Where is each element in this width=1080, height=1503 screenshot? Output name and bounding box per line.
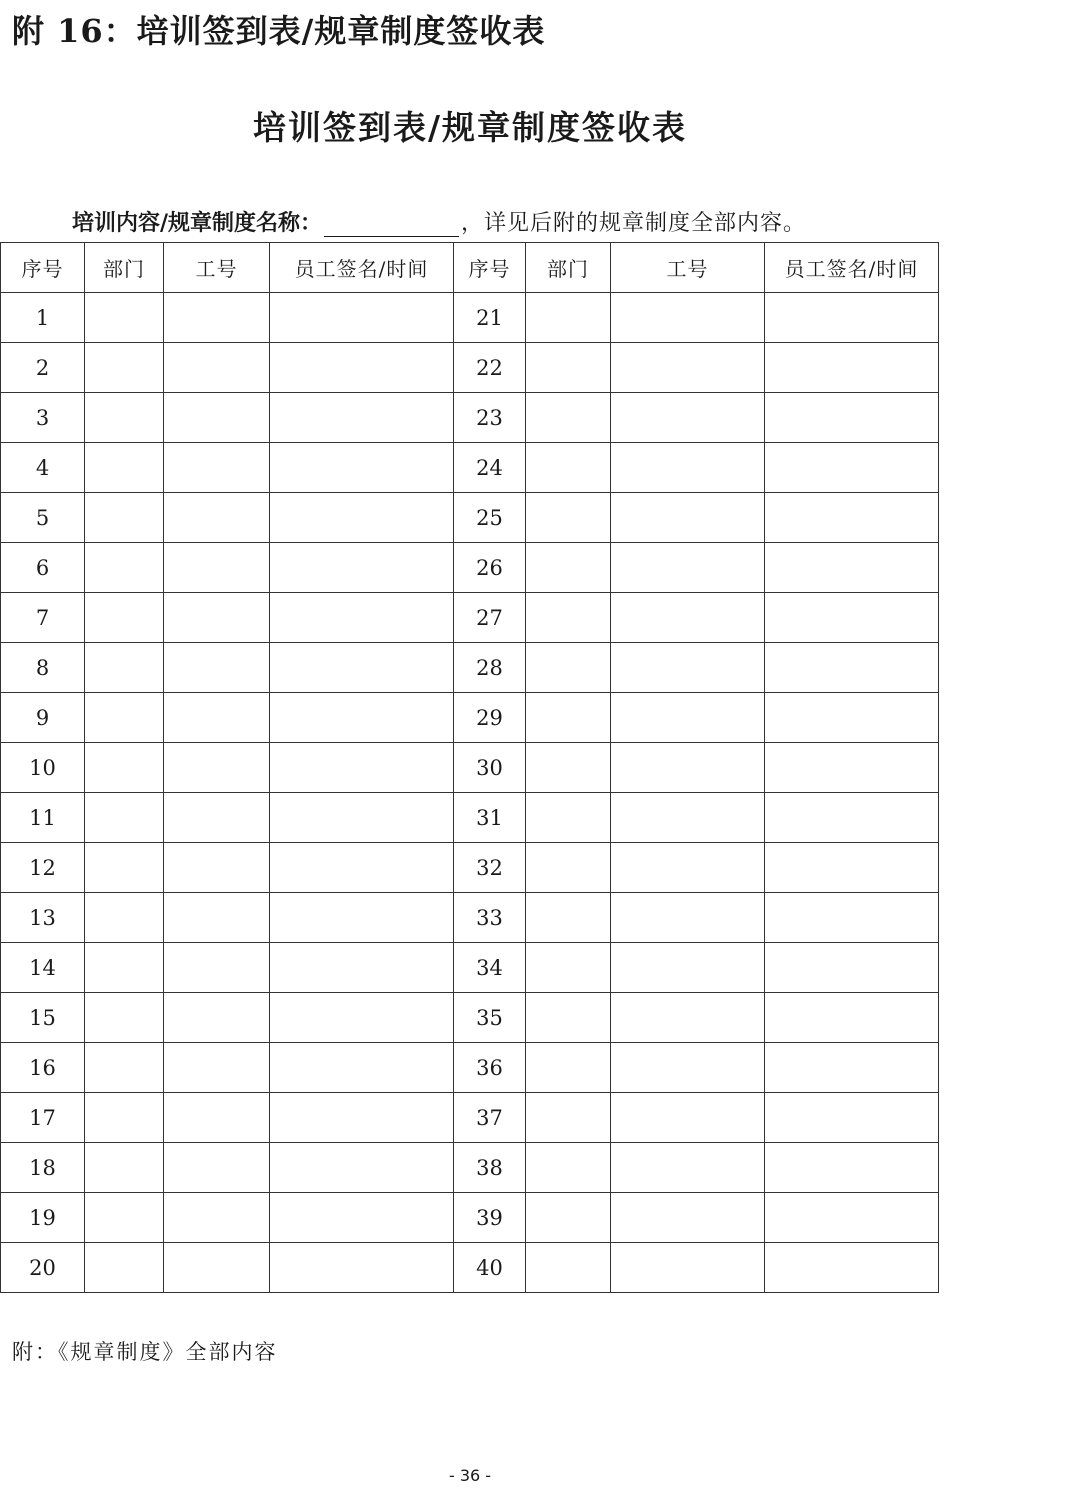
dept-cell-left[interactable] (85, 643, 164, 693)
table-row (1, 893, 939, 943)
seq-cell-right: 36 (454, 1043, 526, 1093)
id-cell-right[interactable] (611, 543, 765, 593)
sign-in-table (0, 242, 939, 1293)
dept-cell-right[interactable] (526, 1093, 611, 1143)
dept-cell-left[interactable] (85, 393, 164, 443)
seq-cell-right: 27 (454, 593, 526, 643)
id-cell-left[interactable] (164, 893, 270, 943)
dept-cell-left[interactable] (85, 1243, 164, 1293)
seq-cell-left: 6 (1, 543, 85, 593)
dept-cell-left[interactable] (85, 743, 164, 793)
signature-cell-left[interactable] (270, 293, 454, 343)
signature-cell-right[interactable] (765, 643, 939, 693)
id-cell-left[interactable] (164, 1093, 270, 1143)
id-cell-right[interactable] (611, 993, 765, 1043)
dept-cell-right[interactable] (526, 443, 611, 493)
id-cell-right[interactable] (611, 893, 765, 943)
id-cell-left[interactable] (164, 543, 270, 593)
table-row (1, 293, 939, 343)
table-body (1, 293, 939, 1293)
table-row (1, 1043, 939, 1093)
seq-cell-left: 4 (1, 443, 85, 493)
dept-cell-left[interactable] (85, 1143, 164, 1193)
seq-cell-right: 32 (454, 843, 526, 893)
id-cell-left[interactable] (164, 943, 270, 993)
dept-cell-left[interactable] (85, 293, 164, 343)
seq-cell-right: 40 (454, 1243, 526, 1293)
table-row (1, 843, 939, 893)
id-cell-left[interactable] (164, 343, 270, 393)
id-cell-left[interactable] (164, 1143, 270, 1193)
table-row (1, 593, 939, 643)
signature-cell-right[interactable] (765, 1043, 939, 1093)
id-cell-left[interactable] (164, 643, 270, 693)
signature-cell-left[interactable] (270, 543, 454, 593)
table-row (1, 693, 939, 743)
seq-cell-left: 17 (1, 1093, 85, 1143)
dept-cell-left[interactable] (85, 793, 164, 843)
signature-cell-right[interactable] (765, 693, 939, 743)
signature-cell-right[interactable] (765, 893, 939, 943)
seq-cell-right: 30 (454, 743, 526, 793)
id-cell-right[interactable] (611, 643, 765, 693)
seq-cell-right: 29 (454, 693, 526, 743)
dept-cell-left[interactable] (85, 1093, 164, 1143)
seq-cell-right: 28 (454, 643, 526, 693)
signature-cell-right[interactable] (765, 393, 939, 443)
dept-cell-right[interactable] (526, 293, 611, 343)
id-cell-left[interactable] (164, 843, 270, 893)
header-seq-left: 序号 (1, 243, 85, 293)
seq-cell-left: 5 (1, 493, 85, 543)
signature-cell-right[interactable] (765, 843, 939, 893)
dept-cell-left[interactable] (85, 543, 164, 593)
seq-cell-left: 13 (1, 893, 85, 943)
seq-cell-left: 14 (1, 943, 85, 993)
signature-cell-right[interactable] (765, 793, 939, 843)
seq-cell-right: 35 (454, 993, 526, 1043)
table-row (1, 393, 939, 443)
table-row (1, 443, 939, 493)
signature-cell-right[interactable] (765, 293, 939, 343)
header-dept-right: 部门 (526, 243, 611, 293)
header-signature-left: 员工签名/时间 (270, 243, 454, 293)
id-cell-left[interactable] (164, 593, 270, 643)
signature-cell-left[interactable] (270, 643, 454, 693)
signature-cell-left[interactable] (270, 393, 454, 443)
seq-cell-left: 11 (1, 793, 85, 843)
signature-cell-right[interactable] (765, 593, 939, 643)
signature-cell-left[interactable] (270, 793, 454, 843)
id-cell-left[interactable] (164, 993, 270, 1043)
id-cell-left[interactable] (164, 1193, 270, 1243)
seq-cell-right: 25 (454, 493, 526, 543)
dept-cell-right[interactable] (526, 493, 611, 543)
dept-cell-left[interactable] (85, 493, 164, 543)
dept-cell-right[interactable] (526, 1143, 611, 1193)
signature-cell-right[interactable] (765, 743, 939, 793)
id-cell-left[interactable] (164, 693, 270, 743)
seq-cell-left: 15 (1, 993, 85, 1043)
signature-cell-right[interactable] (765, 1243, 939, 1293)
id-cell-right[interactable] (611, 593, 765, 643)
table-row (1, 743, 939, 793)
id-cell-right[interactable] (611, 743, 765, 793)
id-cell-right[interactable] (611, 693, 765, 743)
id-cell-left[interactable] (164, 793, 270, 843)
subject-name-blank[interactable] (324, 210, 459, 237)
dept-cell-left[interactable] (85, 943, 164, 993)
table-row (1, 643, 939, 693)
signature-cell-right[interactable] (765, 1143, 939, 1193)
signature-cell-left[interactable] (270, 1143, 454, 1193)
table-row (1, 343, 939, 393)
dept-cell-left[interactable] (85, 893, 164, 943)
seq-cell-left: 16 (1, 1043, 85, 1093)
id-cell-right[interactable] (611, 393, 765, 443)
seq-cell-right: 33 (454, 893, 526, 943)
table-row (1, 1093, 939, 1143)
seq-cell-right: 34 (454, 943, 526, 993)
id-cell-right[interactable] (611, 343, 765, 393)
dept-cell-right[interactable] (526, 1193, 611, 1243)
dept-cell-right[interactable] (526, 793, 611, 843)
signature-cell-left[interactable] (270, 693, 454, 743)
id-cell-left[interactable] (164, 393, 270, 443)
dept-cell-right[interactable] (526, 943, 611, 993)
seq-cell-left: 20 (1, 1243, 85, 1293)
id-cell-left[interactable] (164, 443, 270, 493)
signature-cell-left[interactable] (270, 1243, 454, 1293)
signature-cell-right[interactable] (765, 943, 939, 993)
footer-note: 附：《规章制度》全部内容 (12, 1340, 278, 1364)
dept-cell-right[interactable] (526, 393, 611, 443)
dept-cell-right[interactable] (526, 893, 611, 943)
dept-cell-right[interactable] (526, 843, 611, 893)
seq-cell-right: 26 (454, 543, 526, 593)
dept-cell-right[interactable] (526, 1043, 611, 1093)
dept-cell-left[interactable] (85, 693, 164, 743)
seq-cell-left: 8 (1, 643, 85, 693)
dept-cell-right[interactable] (526, 693, 611, 743)
signature-cell-left[interactable] (270, 1093, 454, 1143)
signature-cell-left[interactable] (270, 993, 454, 1043)
id-cell-right[interactable] (611, 293, 765, 343)
subject-line (72, 206, 806, 237)
seq-cell-right: 38 (454, 1143, 526, 1193)
id-cell-right[interactable] (611, 843, 765, 893)
dept-cell-right[interactable] (526, 993, 611, 1043)
signature-cell-right[interactable] (765, 1093, 939, 1143)
table-row (1, 1193, 939, 1243)
table-row (1, 543, 939, 593)
dept-cell-left[interactable] (85, 993, 164, 1043)
seq-cell-right: 39 (454, 1193, 526, 1243)
signature-cell-right[interactable] (765, 343, 939, 393)
signature-cell-left[interactable] (270, 1193, 454, 1243)
id-cell-right[interactable] (611, 1043, 765, 1093)
seq-cell-left: 1 (1, 293, 85, 343)
signature-cell-left[interactable] (270, 493, 454, 543)
document-title: 培训签到表/规章制度签收表 (252, 108, 688, 147)
signature-cell-right[interactable] (765, 543, 939, 593)
signature-cell-right[interactable] (765, 443, 939, 493)
header-signature-right: 员工签名/时间 (765, 243, 939, 293)
signature-cell-left[interactable] (270, 343, 454, 393)
id-cell-right[interactable] (611, 443, 765, 493)
seq-cell-left: 18 (1, 1143, 85, 1193)
header-id-left: 工号 (164, 243, 270, 293)
header-id-right: 工号 (611, 243, 765, 293)
signature-cell-left[interactable] (270, 943, 454, 993)
dept-cell-left[interactable] (85, 343, 164, 393)
signature-cell-left[interactable] (270, 893, 454, 943)
dept-cell-right[interactable] (526, 743, 611, 793)
seq-cell-right: 21 (454, 293, 526, 343)
dept-cell-left[interactable] (85, 1043, 164, 1093)
page-number: - 36 - (448, 1466, 492, 1485)
signature-cell-right[interactable] (765, 993, 939, 1043)
table-row (1, 793, 939, 843)
id-cell-right[interactable] (611, 1143, 765, 1193)
seq-cell-right: 22 (454, 343, 526, 393)
subject-suffix: ，详见后附的规章制度全部内容。 (461, 211, 807, 236)
table-header-row (1, 243, 939, 293)
seq-cell-left: 3 (1, 393, 85, 443)
id-cell-left[interactable] (164, 1243, 270, 1293)
table-row (1, 993, 939, 1043)
id-cell-right[interactable] (611, 1243, 765, 1293)
seq-cell-right: 37 (454, 1093, 526, 1143)
id-cell-right[interactable] (611, 493, 765, 543)
signature-cell-left[interactable] (270, 743, 454, 793)
id-cell-right[interactable] (611, 793, 765, 843)
signature-cell-left[interactable] (270, 1043, 454, 1093)
appendix-heading: 附 16：培训签到表/规章制度签收表 (12, 12, 546, 50)
seq-cell-left: 7 (1, 593, 85, 643)
seq-cell-right: 23 (454, 393, 526, 443)
dept-cell-left[interactable] (85, 1193, 164, 1243)
seq-cell-left: 9 (1, 693, 85, 743)
dept-cell-left[interactable] (85, 443, 164, 493)
dept-cell-left[interactable] (85, 593, 164, 643)
dept-cell-right[interactable] (526, 593, 611, 643)
subject-label: 培训内容/规章制度名称： (72, 210, 323, 236)
signature-cell-right[interactable] (765, 1193, 939, 1243)
table-row (1, 1243, 939, 1293)
seq-cell-left: 19 (1, 1193, 85, 1243)
table-row (1, 1143, 939, 1193)
signature-cell-left[interactable] (270, 593, 454, 643)
seq-cell-left: 12 (1, 843, 85, 893)
dept-cell-right[interactable] (526, 343, 611, 393)
header-seq-right: 序号 (454, 243, 526, 293)
id-cell-left[interactable] (164, 493, 270, 543)
dept-cell-left[interactable] (85, 843, 164, 893)
signature-cell-right[interactable] (765, 493, 939, 543)
seq-cell-left: 2 (1, 343, 85, 393)
id-cell-left[interactable] (164, 293, 270, 343)
dept-cell-right[interactable] (526, 643, 611, 693)
seq-cell-right: 24 (454, 443, 526, 493)
id-cell-right[interactable] (611, 943, 765, 993)
signature-cell-left[interactable] (270, 443, 454, 493)
seq-cell-left: 10 (1, 743, 85, 793)
id-cell-right[interactable] (611, 1193, 765, 1243)
signature-cell-left[interactable] (270, 843, 454, 893)
id-cell-right[interactable] (611, 1093, 765, 1143)
id-cell-left[interactable] (164, 1043, 270, 1093)
dept-cell-right[interactable] (526, 1243, 611, 1293)
id-cell-left[interactable] (164, 743, 270, 793)
header-dept-left: 部门 (85, 243, 164, 293)
seq-cell-right: 31 (454, 793, 526, 843)
table-row (1, 943, 939, 993)
dept-cell-right[interactable] (526, 543, 611, 593)
table-row (1, 493, 939, 543)
